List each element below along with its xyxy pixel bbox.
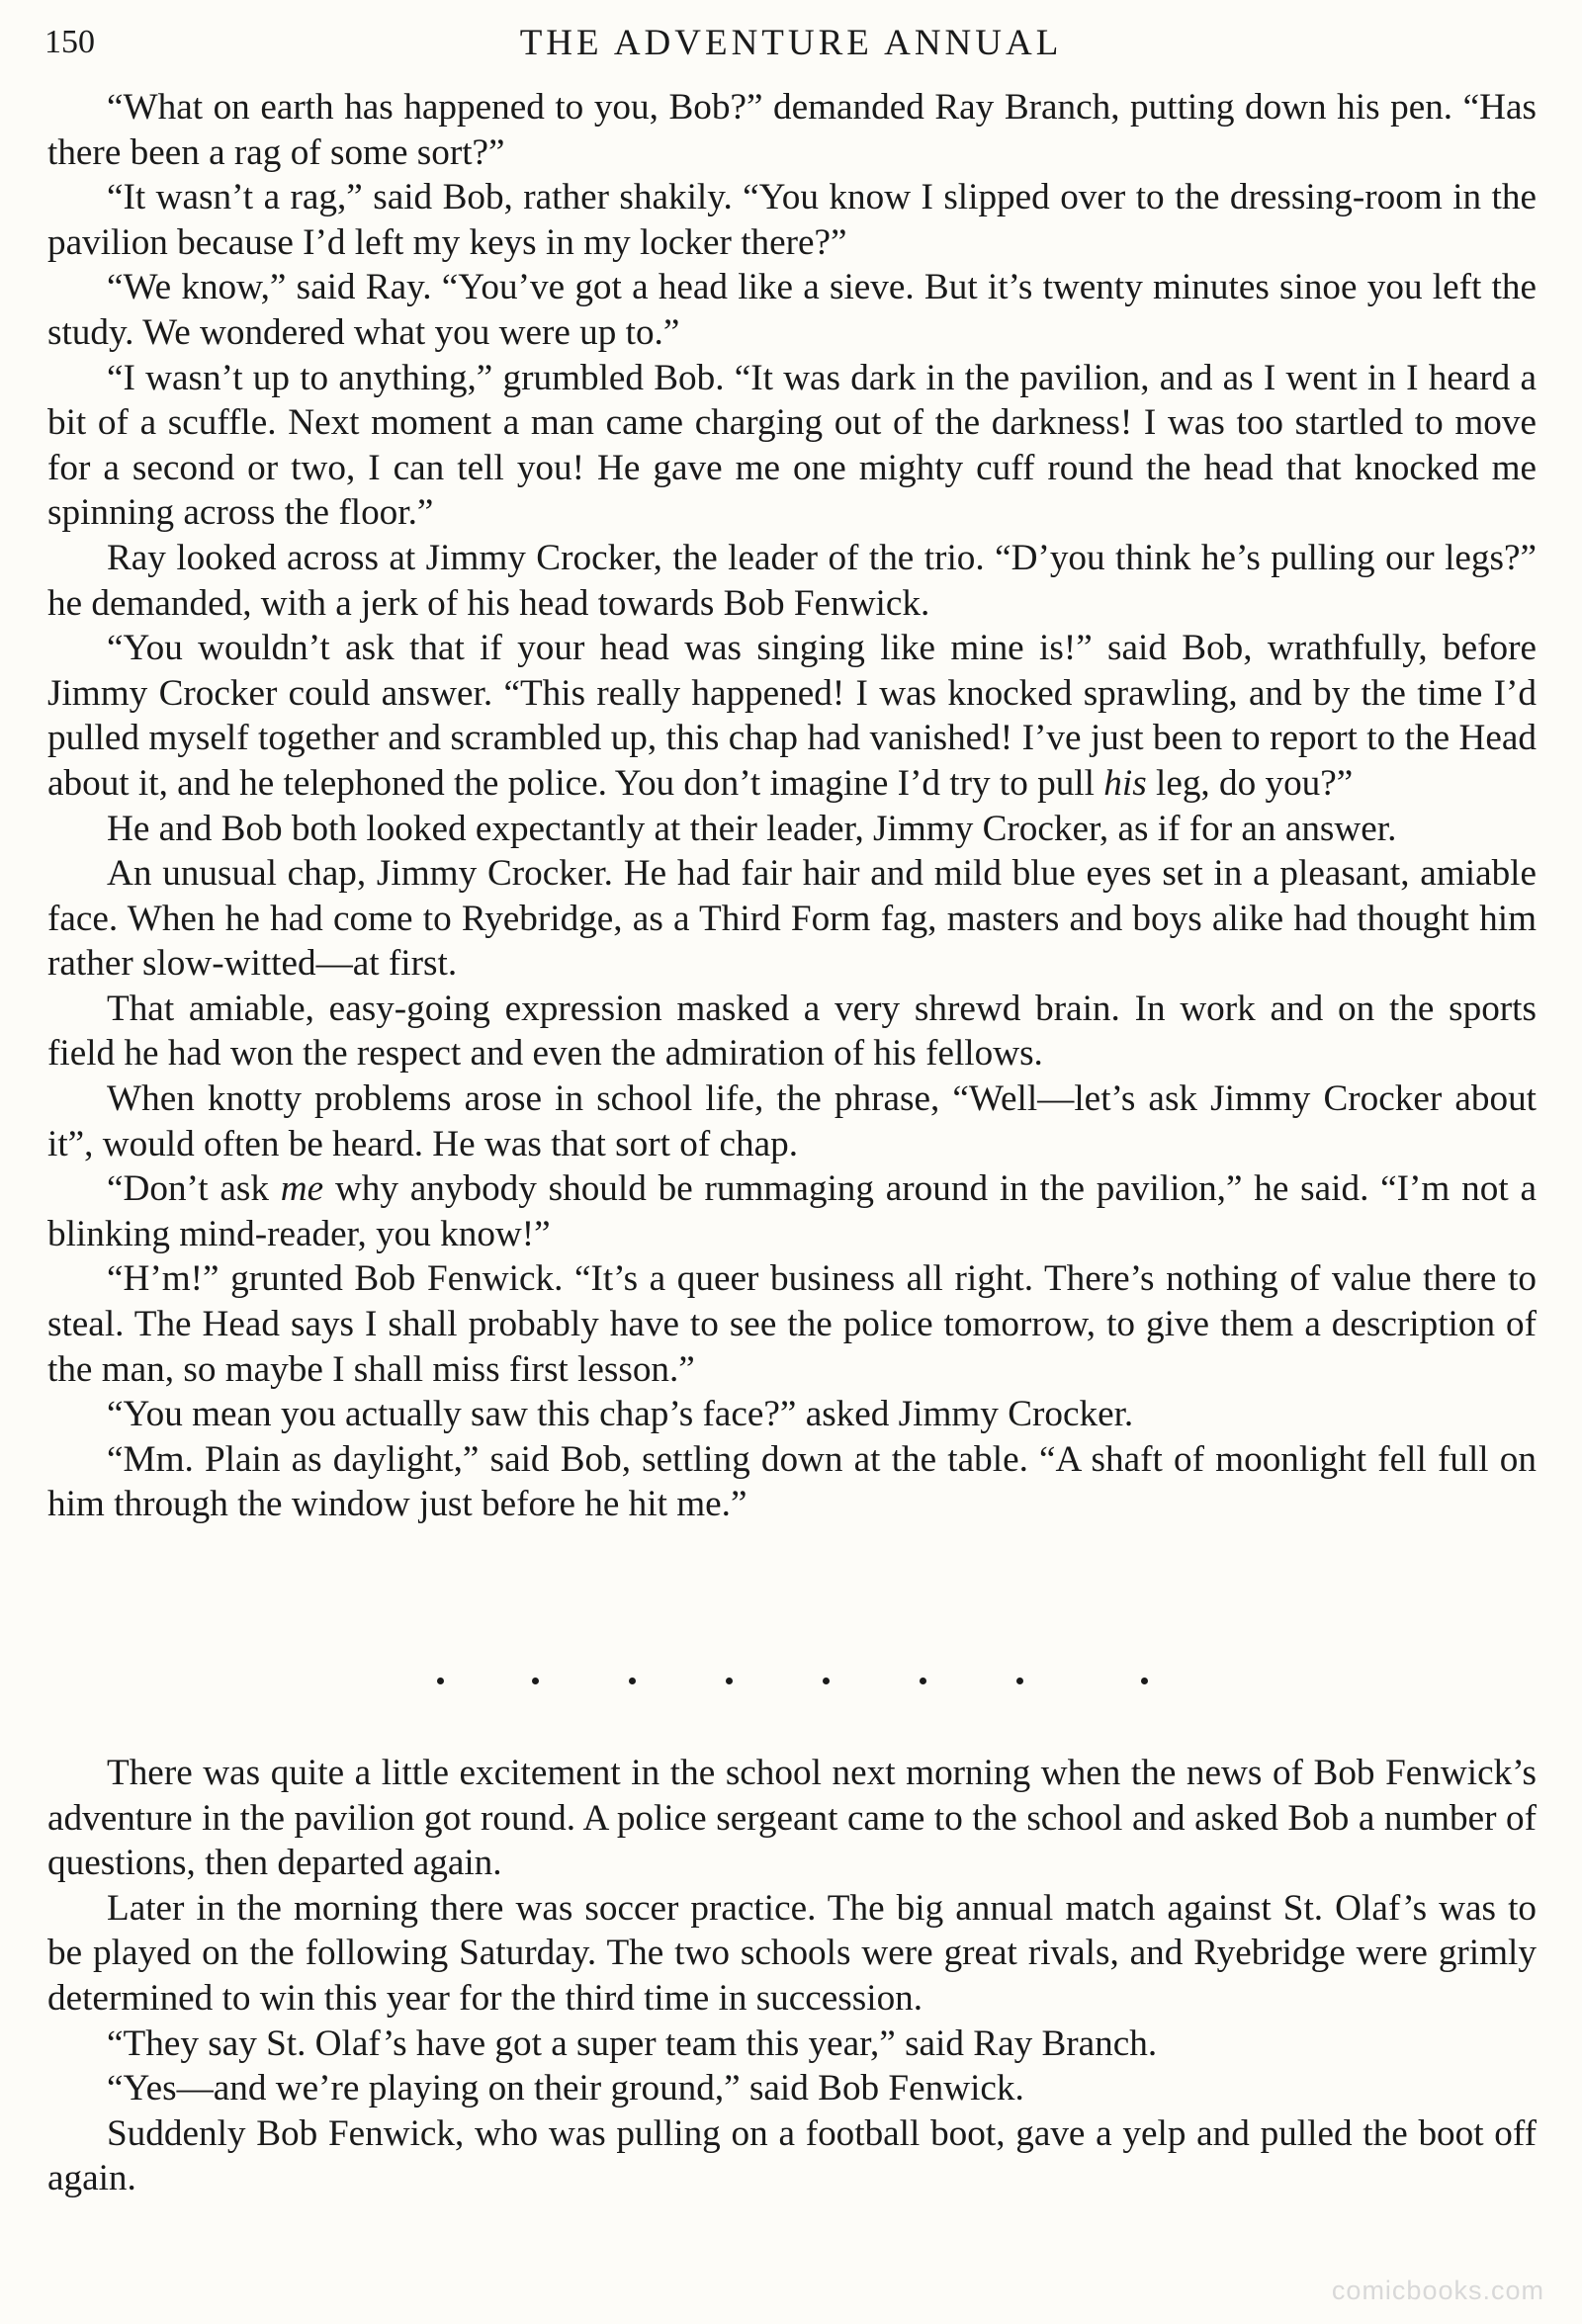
paragraph: “You mean you actually saw this chap’s face?” asked Jimmy Crocker. bbox=[107, 1394, 1134, 1435]
paragraph: When knotty problems arose in school life, the phrase, “Well—let’s ask Jimmy Crocker about it”, would often be heard. He was that sort of chap. bbox=[47, 1078, 1537, 1164]
dot bbox=[726, 1678, 733, 1684]
italic-text: his bbox=[1103, 762, 1147, 804]
paragraph: Suddenly Bob Fenwick, who was pulling on a football boot, gave a yelp and pulled the boot off again. bbox=[47, 2112, 1537, 2199]
paragraph: Later in the morning there was soccer practice. The big annual match against St. Olaf’s was to be played on the following Saturday. The two schools were great rivals, and Ryebridge were grimly determined to win this year for the third time in succession. bbox=[47, 1887, 1537, 2019]
story-text-section-2 bbox=[47, 1751, 1537, 2201]
page-number: 150 bbox=[44, 24, 95, 60]
story-text-section-1 bbox=[47, 85, 1537, 1527]
paragraph: “It wasn’t a rag,” said Bob, rather shakily. “You know I slipped over to the dressing-room in the pavilion because I’d left my keys in my locker there?” bbox=[47, 177, 1537, 263]
paragraph: An unusual chap, Jimmy Crocker. He had fair hair and mild blue eyes set in a pleasant, amiable face. When he had come to Ryebridge, as a Third Form fag, masters and boys alike had thought him rather slow-witted—at first. bbox=[47, 853, 1537, 985]
paragraph: “They say St. Olaf’s have got a super team this year,” said Ray Branch. bbox=[107, 2023, 1158, 2064]
running-head: THE ADVENTURE ANNUAL bbox=[519, 23, 1063, 63]
paragraph: “What on earth has happened to you, Bob?” demanded Ray Branch, putting down his pen. “Has there been a rag of some sort?” bbox=[47, 87, 1537, 173]
paragraph: “I wasn’t up to anything,” grumbled Bob. “It was dark in the pavilion, and as I went in I heard a bit of a scuffle. Next moment a man came charging out of the darkness! I was too startled to move for a second or two, I can tell you! He gave me one mighty cuff round the head that knocked me spinning across the floor.” bbox=[47, 357, 1537, 534]
dot bbox=[1141, 1678, 1148, 1684]
paragraph bbox=[47, 626, 1537, 806]
paragraph: “We know,” said Ray. “You’ve got a head like a sieve. But it’s twenty minutes sinoe you left the study. We wondered what you were up to.” bbox=[47, 267, 1537, 353]
paragraph: There was quite a little excitement in the school next morning when the news of Bob Fenwick’s adventure in the pavilion got round. A police sergeant came to the school and asked Bob a number of questions, then departed again. bbox=[47, 1753, 1537, 1884]
text-run: why anybody should be rummaging around in the pavilion,” he said. “I’m not a blinking mind-reader, you know!” bbox=[47, 1168, 1537, 1254]
paragraph: “H’m!” grunted Bob Fenwick. “It’s a queer business all right. There’s nothing of value there to steal. The Head says I shall probably have to see the police tomorrow, to give them a description of the man, so maybe I shall miss first lesson.” bbox=[47, 1258, 1537, 1390]
watermark: comicbooks.com bbox=[1331, 2276, 1544, 2305]
text-run: “You wouldn’t ask that if your head was singing like mine is!” said Bob, wrathfully, before Jimmy Crocker could answer. “This really happened! I was knocked sprawling, and by the time I’d pulled myself together and scrambled up, this chap had vanished! I’ve just been to report to the Head about it, and he telephoned the police. You don’t imagine I’d try to pull bbox=[47, 628, 1537, 804]
dot bbox=[823, 1678, 830, 1684]
dot bbox=[532, 1678, 539, 1684]
paragraph: “Mm. Plain as daylight,” said Bob, settling down at the table. “A shaft of moonlight fell full on him through the window just before he hit me.” bbox=[47, 1438, 1537, 1525]
text-run: leg, do you?” bbox=[1146, 762, 1354, 804]
dot bbox=[920, 1678, 926, 1684]
paragraph: Ray looked across at Jimmy Crocker, the leader of the trio. “D’you think he’s pulling our legs?” he demanded, with a jerk of his head towards Bob Fenwick. bbox=[47, 537, 1537, 624]
scene-break-dots bbox=[0, 1678, 1582, 1697]
dot bbox=[629, 1678, 636, 1684]
paragraph bbox=[47, 1166, 1537, 1256]
paragraph: He and Bob both looked expectantly at their leader, Jimmy Crocker, as if for an answer. bbox=[107, 808, 1397, 849]
italic-text: me bbox=[280, 1168, 324, 1210]
paragraph: That amiable, easy-going expression masked a very shrewd brain. In work and on the sports field he had won the respect and even the admiration of his fellows. bbox=[47, 988, 1537, 1075]
text-run: “Don’t ask bbox=[107, 1168, 281, 1210]
dot bbox=[437, 1678, 444, 1684]
paragraph: “Yes—and we’re playing on their ground,” said Bob Fenwick. bbox=[107, 2068, 1024, 2109]
dot bbox=[1016, 1678, 1023, 1684]
